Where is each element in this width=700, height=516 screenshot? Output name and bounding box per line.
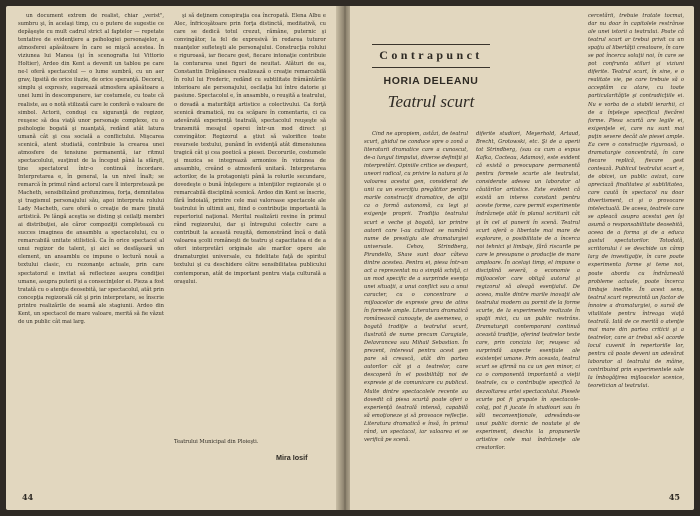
body-text: cercetării, trebuie tratate tocmai, dar nu doar în capitolele restrânse ale unei istorii a teatrului. Poate că teatrul scurt ar trebui privit ca un spaţiu al libertăţii creatoare, în care se pot încerca soluţii noi, în care se pot confrunta stiluri şi viziuni diferite. Teatrul scurt, în sine, e o realitate vie, pe care trebuie să o acceptăm ca atare, cu toate particularităţile şi contradicţiile ei. Nu e vorba de a stabili ierarhii, ci de a înţelege specificul fiecărei forme. Piesa scurtă are legile ei, exigenţele ei, care nu sunt mai puţin severe decât ale piesei ample. Ea cere o construcţie riguroasă, o dramaturgie concentrată, în care fiecare replică, fiecare gest contează. Publicul teatrului scurt e, de obicei, un public avizat, care apreciază finalitatea şi subtilitatea, care caută în spectacol nu doar divertisment, ci şi o provocare intelectuală. De aceea, teatrele care se apleacă asupra acestui gen îşi asumă o responsabilitate deosebită, aceea de a forma şi de a educa gustul spectatorilor. Totodată, scriitorului i se deschide un câmp larg de investigaţie, în care poate experimenta forme şi teme noi, poate aborda cu îndrăzneală probleme actuale, poate încerca limbaje inedite. În acest sens, teatrul scurt reprezintă un factor de înnoire a dramaturgiei, o sursă de vitalitate pentru întreaga viaţă teatrală. Iată de ce merită o atenţie mai mare din partea criticii şi a teatrelor, care ar trebui să-i acorde locul cuvenit în repertoriile lor, pentru că poate deveni un adevărat laborator al teatrului de mâine, contribuind prin experimentele sale la îmbogăţirea mijloacelor scenice, teoretician al teatrului. (588, 13, 684, 390)
right-page (350, 6, 694, 510)
left-page-column-1 (18, 12, 164, 490)
rubric-rule-top (372, 44, 490, 45)
article-title: Teatrul scurt (387, 92, 475, 111)
right-page-column-2 (476, 130, 580, 486)
page-number: 44 (22, 492, 34, 502)
body-text: diferite studiori, Meyerhold, Artaud, Brecht, Grotowski, etc. Şi de a aperii tot Strindberg, (sau ca cum a expus Kafka, Cocteau, Adamov), este evident că există o preocupare permanentă pentru formele scurte ale teatrului, considerate adesea un laborator al căutărilor artistice. Este evident că există un interes constant pentru aceste forme, care permit experimente îndrăzneţe atât în planul scriiturii cât şi în cel al punerii în scenă. Teatrul scurt oferă o libertate mai mare de explorare, o posibilitate de a încerca noi tehnici şi limbaje, fără riscurile pe care le presupune o producţie de mare amploare. În acelaşi timp, el impune o disciplină severă, o economie a mijloacelor care obligă autorul şi regizorul să aleagă esenţialul. De aceea, multe dintre marile inovaţii ale teatrului modern au pornit de la forme scurte, de la experimente realizate în spaţii mici, cu un public restrâns. Dramaturgii contemporani continuă această tradiţie, oferind teatrelor texte care, prin concizia lor, reuşesc să surprindă aspecte esenţiale ale existenţei umane. Prin aceasta, teatrul scurt se afirmă nu ca un gen minor, ci ca o componentă importantă a vieţii teatrale, cu o contribuţie specifică la dezvoltarea artei spectacolului. Piesele scurte pot fi grupate în spectacole-colaj, pot fi jucate în studiouri sau în săli neconvenţionale, adresându-se unui public dornic de noutate şi de experiment, deschis la propunerile artistice cele mai îndrăzneţe ale creatorilor. (476, 131, 580, 451)
left-page-column-2-end (174, 438, 326, 448)
body-text: Teatrului Municipal din Ploieşti. (174, 439, 259, 445)
body-text: şi să deţinem conspiraţia cea încropată. Elena Albu e Alec, înfricoşătoare prin forţa distinctă, meditativă, cu care se dedică totul crezut, rămâne, puternic şi convingător, la fel de expresivă în redarea tuturor nuanţelor sufleteşti ale personajului. Construcţia rolului e riguroasă, iar fiecare gest, fiecare intonaţie contribuie la conturarea unei figuri de neuitat. Alături de ea, Constantin Drăgănescu realizează o creaţie remarcabilă în rolul lui Frederic, redând cu subtilitate frământările interioare ale personajului, oscilaţia lui între datorie şi pasiune. Spectacolul e, în ansamblu, o reuşită a teatrului, o dovadă a maturităţii artistice a colectivului. Ca forţă scenică dramatică, nu ca scăpare în comentariu, ci ca adevărată experienţă teatrală, spectacolul reuşeşte să transmită mesajul operei într-un mod direct şi convingător. Regizorul a ştiut să valorifice toate resursele textului, punând în evidenţă atât dimensiunea tragică cât şi cea poetică a piesei. Decorurile, costumele şi muzica se integrează armonios în viziunea de ansamblu, creând o atmosferă unitară. Interpretarea actorilor, de la protagonişti până la rolurile secundare, dovedeşte o bună înţelegere a intenţiilor regizorale şi o remarcabilă disciplină scenică. Ardeo din Kent se înscrie, fără îndoială, printre cele mai valoroase spectacole ale teatrului în ultimii ani, fiind o contribuţie importantă la repertoriul naţional. Meritul realizării revine în primul rând regizorului, dar şi întregului colectiv care a contribuit la această reuşită, demonstrând încă o dată valoarea şcolii româneşti de teatru şi capacitatea ei de a oferi interpretări originale ale marilor opere ale dramaturgiei universale, cu fidelitate faţă de spiritul textului şi cu deschidere către sensibilitatea publicului contemporan, atât de important pentru viaţa culturală a oraşului. (174, 13, 326, 285)
page-number: 45 (668, 492, 680, 502)
article-signature: Mira Iosif (276, 453, 308, 462)
article-author: HORIA DELEANU (383, 75, 479, 87)
right-page-column-3 (588, 12, 684, 486)
body-text: un document extrem de realist, chiar „verist", sumbru şi, în acelaşi timp, cu o putere de sugestie ce depăşeşte cu mult cadrul strict al faptelor — repetate tentative de evidenţiere a psihologiei personajelor, a atmosferei apăsătoare în care se mişcă acestea. În viziunea lui Manea (şi în scenografia lui Vittorio Holtier), Ardeo din Kent a devenit un tablou pe care ne-l oferă spectacolul — o lume sumbră, cu un aer grav, lipsită de orice iluzie, de orice speranţă. Decorul, simplu şi expresiv, sugerează atmosfera apăsătoare a unei lumi în descompunere, iar costumele, cu toate că realiste, au o notă stilizată care le conferă o valoare de simbol. Actorii, conduşi cu siguranţă de regizor, reuşesc să dea viaţă unor personaje complexe, cu o psihologie bogată şi nuanţată, redând atât latura umană cât şi cea socială a conflictului. Mişcarea scenică, atent studiată, contribuie la crearea unei atmosfere de tensiune permanentă, iar ritmul spectacolului, susţinut de la început până la sfârşit, ţine spectatorul într-o continuă încordare. Interpretarea e, în general, la un nivel înalt; se remarcă în primul rând actorul care îl interpretează pe Macheth, sensibilizând profunzimea, forţa, demnitatea şi tragismul personajului său, apoi interpreta rolului Lady Macheth, care oferă o creaţie de mare ţinută artistică. Pe lângă aceştia se disting şi ceilalţi membri ai distribuţiei, ale căror compoziţii completează cu succes imaginea de ansamblu a spectacolului, cu o remarcabilă unitate stilistică. Ca în orice spectacol al unui regizor de talent, şi aici se desfăşoară un element, un ansamblu ce impune o lectură nouă a textului clasic, cu rezonanţe actuale, prin care spectatorul e invitat să reflecteze asupra condiţiei umane, asupra puterii şi a consecinţelor ei. Pieza a fost tratată cu o atenţie deosebită, iar spectacolul, atât prin concepţia regizorală cât şi prin interpretare, se înscrie printre realizările de seamă ale stagiunii. Ardeo din Kent, un spectacol de mare valoare, merită să fie văzut de un public cât mai larg. (18, 13, 164, 325)
body-text: Cind ne apropiem, astăzi, de teatrul scurt, ghidul ne conduce spre o zonă a literaturii dramatice care a cunoscut, de-a lungul timpului, diverse definiţii şi interpretări. Opiniile critice se despart, uneori radical, cu privire la natura şi la valoarea acestui gen, considerat de unii ca un exerciţiu pregătitor pentru marile construcţii dramatice, de alţii ca o formă autonomă, cu legi şi exigenţe proprii. Tradiţia teatrului scurt e veche şi bogată, iar printre autorii care l-au cultivat se numără nume de prestigiu ale dramaturgiei universale. Cehov, Strindberg, Pirandello, Shaw sunt doar câteva dintre acestea. Pentru ei, piesa într-un act a reprezentat nu o simplă schiţă, ci un mod specific de a surprinde esenţa unei situaţii, a unui conflict sau a unui caracter, cu o concentrare a mijloacelor de expresie greu de atins în formele ample. Literatura dramatică românească cunoaşte, de asemenea, o bogată tradiţie a teatrului scurt, ilustrată de nume precum Caragiale, Delavrancea sau Mihail Sebastian. În prezent, interesul pentru acest gen pare să crească, atât din partea autorilor cât şi a teatrelor, care descoperă în el posibilităţi noi de expresie şi de comunicare cu publicul. Multe dintre spectacolele recente au dovedit că piesa scurtă poate oferi o experienţă teatrală intensă, capabilă să emoţioneze şi să provoace reflecţie. Literatura dramatică e însă, în primul rând, un spectacol, iar valoarea ei se verifică pe scenă. (364, 131, 468, 443)
rubric-heading: Contrapunct (379, 48, 483, 62)
rubric-rule-bottom (372, 67, 490, 68)
left-page (6, 6, 340, 510)
left-page-column-2 (174, 12, 326, 438)
right-page-column-1 (364, 130, 468, 486)
